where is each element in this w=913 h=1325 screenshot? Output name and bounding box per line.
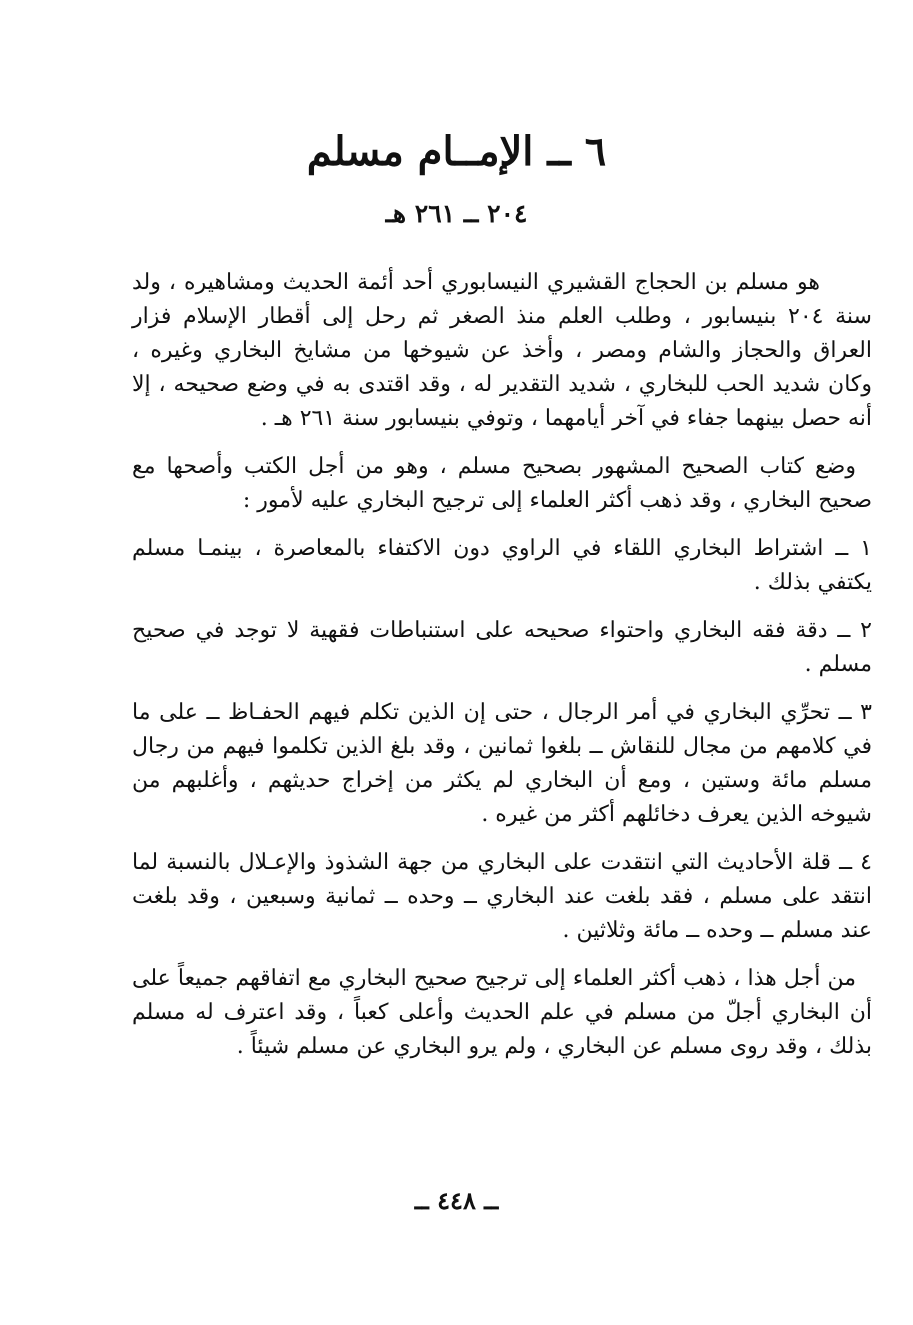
paragraph-reason-2: ٢ ــ دقة فقه البخاري واحتواء صحيحه على استنباطات فقهية لا توجد في صحيح مسلم . — [132, 618, 872, 677]
paragraph-conclusion: من أجل هذا ، ذهب أكثر العلماء إلى ترجيح صحيح البخاري مع اتفاقهم جميعاً على أن البخاري أجلّ من مسلم في علم الحديث وأعلى كعباً ، وقد اعترف له مسلم بذلك ، وقد روى مسلم عن البخاري ، ولم يرو البخاري عن مسلم شيئاً . — [132, 966, 872, 1059]
chapter-years: ٢٠٤ ــ ٢٦١ هـ — [385, 199, 528, 228]
paragraph-sahih-intro: وضع كتاب الصحيح المشهور بصحيح مسلم ، وهو من أجل الكتب وأصحها مع صحيح البخاري ، وقد ذهب أكثر العلماء إلى ترجيح البخاري عليه لأمور : — [132, 454, 872, 513]
paragraph-reason-3: ٣ ــ تحرِّي البخاري في أمر الرجال ، حتى إن الذين تكلم فيهم الحفـاظ ــ على ما في كلامهم من مجال للنقاش ــ بلغوا ثمانين ، وقد بلغ الذين تكلموا فيهم من رجال مسلم مائة وستين ، ومع أن البخاري لم يكثر من إخراج حديثهم ، وأغلبهم من شيوخه الذين يعرف دخائلهم أكثر من غيره . — [132, 700, 872, 827]
body-text — [132, 266, 872, 1078]
paragraph-reason-4: ٤ ــ قلة الأحاديث التي انتقدت على البخاري من جهة الشذوذ والإعـلال بالنسبة لما انتقد على مسلم ، فقد بلغت عند البخاري ــ وحده ــ ثمانية وسبعين ، وقد بلغت عند مسلم ــ وحده ــ مائة وثلاثين . — [132, 850, 872, 943]
chapter-title: ٦ ــ الإمــام مسلم — [306, 128, 607, 175]
paragraph-biography: هو مسلم بن الحجاج القشيري النيسابوري أحد أئمة الحديث ومشاهيره ، ولد سنة ٢٠٤ بنيسابور ، وطلب العلم منذ الصغر ثم رحل إلى أقطار الإسلام فزار العراق والحجاز والشام ومصر ، وأخذ عن شيوخها من مشايخ البخاري وغيره ، وكان شديد الحب للبخاري ، شديد التقدير له ، وقد اقتدى به في وضع صحيحه ، إلا أنه حصل بينهما جفاء في آخر أيامهما ، وتوفي بنيسابور سنة ٢٦١ هـ . — [132, 270, 872, 431]
paragraph-reason-1: ١ ــ اشتراط البخاري اللقاء في الراوي دون الاكتفاء بالمعاصرة ، بينمـا مسلم يكتفي بذلك . — [132, 536, 872, 595]
page-number: ــ ٤٤٨ ــ — [414, 1186, 499, 1215]
